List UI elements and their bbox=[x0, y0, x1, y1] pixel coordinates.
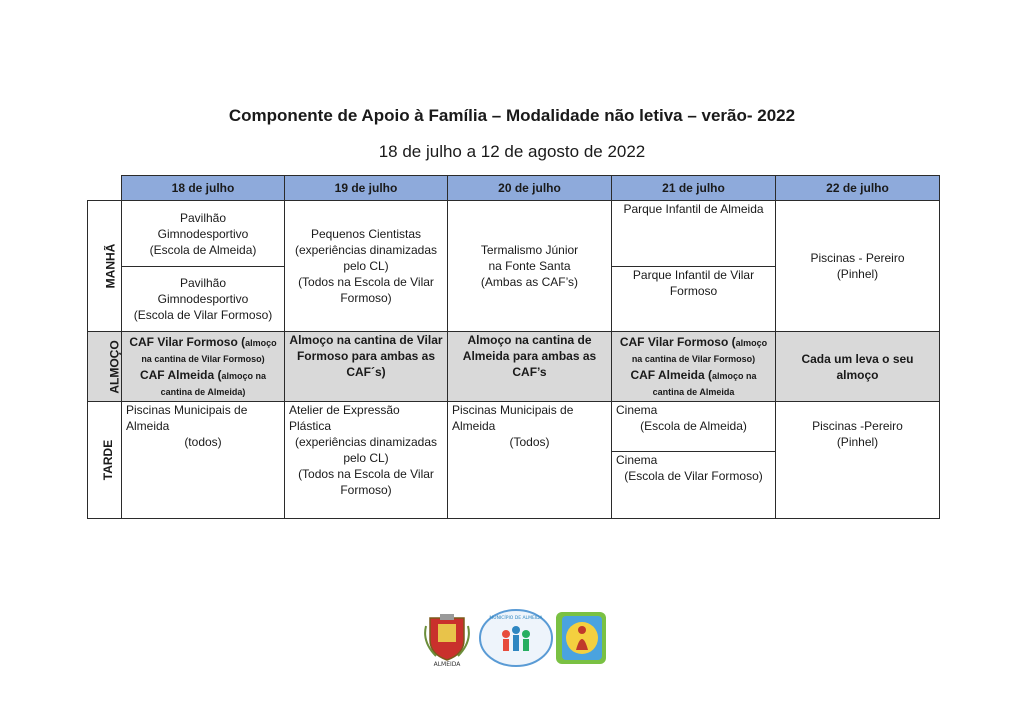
day-header-3: 20 de julho bbox=[448, 176, 612, 201]
page-subtitle: 18 de julho a 12 de agosto de 2022 bbox=[378, 142, 646, 161]
row-label-manha: MANHÃ bbox=[88, 201, 122, 332]
cell-almoco-d4: CAF Vilar Formoso (almoço na cantina de Vilar Formoso) CAF Almeida (almoço na cantina de Almeida bbox=[612, 332, 776, 402]
almeida-crest-logo bbox=[425, 614, 469, 668]
schedule-table bbox=[87, 175, 940, 519]
cell-tarde-d5: Piscinas -Pereiro (Pinhel) bbox=[776, 402, 940, 519]
day-header-1: 18 de julho bbox=[122, 176, 285, 201]
cell-manha-d1-bottom: Pavilhão Gimnodesportivo (Escola de Vilar Formoso) bbox=[122, 267, 285, 332]
cell-manha-d4-top: Parque Infantil de Almeida bbox=[612, 201, 776, 267]
cell-tarde-d2: Atelier de Expressão Plástica (experiências dinamizadas pelo CL) (Todos na Escola de Vilar Formoso) bbox=[285, 402, 448, 519]
cell-almoco-d1: CAF Vilar Formoso (almoço na cantina de Vilar Formoso) CAF Almeida (almoço na cantina de Almeida) bbox=[122, 332, 285, 402]
cell-manha-d1-top: Pavilhão Gimnodesportivo (Escola de Almeida) bbox=[122, 201, 285, 267]
svg-text:ALMEIDA: ALMEIDA bbox=[433, 661, 461, 668]
cell-tarde-d3: Piscinas Municipais de Almeida (Todos) bbox=[448, 402, 612, 519]
cell-almoco-d3: Almoço na cantina de Almeida para ambas as CAF’s bbox=[448, 332, 612, 402]
logos-svg bbox=[420, 608, 610, 668]
cell-manha-d4-bottom: Parque Infantil de Vilar Formoso bbox=[612, 267, 776, 332]
day-header-5: 22 de julho bbox=[776, 176, 940, 201]
header-row bbox=[88, 176, 940, 201]
cell-tarde-d4-bottom: Cinema (Escola de Vilar Formoso) bbox=[612, 452, 776, 519]
cell-almoco-d5: Cada um leva o seu almoço bbox=[776, 332, 940, 402]
page-title: Componente de Apoio à Família – Modalidade não letiva – verão- 2022 bbox=[228, 106, 796, 125]
logos-group bbox=[420, 608, 610, 668]
day-header-2: 19 de julho bbox=[285, 176, 448, 201]
day-header-4: 21 de julho bbox=[612, 176, 776, 201]
svg-text:MUNICÍPIO DE ALMEIDA: MUNICÍPIO DE ALMEIDA bbox=[489, 616, 543, 621]
manha-row-top bbox=[88, 201, 940, 267]
almoco-row bbox=[88, 332, 940, 402]
caf-logo bbox=[556, 612, 606, 664]
cell-manha-d2: Pequenos Cientistas (experiências dinamizadas pelo CL) (Todos na Escola de Vilar Formoso) bbox=[285, 201, 448, 332]
cell-tarde-d4-top: Cinema (Escola de Almeida) bbox=[612, 402, 776, 452]
municipio-logo bbox=[480, 610, 552, 666]
row-label-almoco: ALMOÇO bbox=[88, 332, 122, 402]
corner-cell bbox=[88, 176, 122, 201]
cell-manha-d5: Piscinas - Pereiro (Pinhel) bbox=[776, 201, 940, 332]
cell-manha-d3: Termalismo Júnior na Fonte Santa (Ambas as CAF’s) bbox=[448, 201, 612, 332]
cell-tarde-d1: Piscinas Municipais de Almeida (todos) bbox=[122, 402, 285, 519]
row-label-tarde: TARDE bbox=[88, 402, 122, 519]
cell-almoco-d2: Almoço na cantina de Vilar Formoso para ambas as CAF´s) bbox=[285, 332, 448, 402]
tarde-row-top bbox=[88, 402, 940, 452]
